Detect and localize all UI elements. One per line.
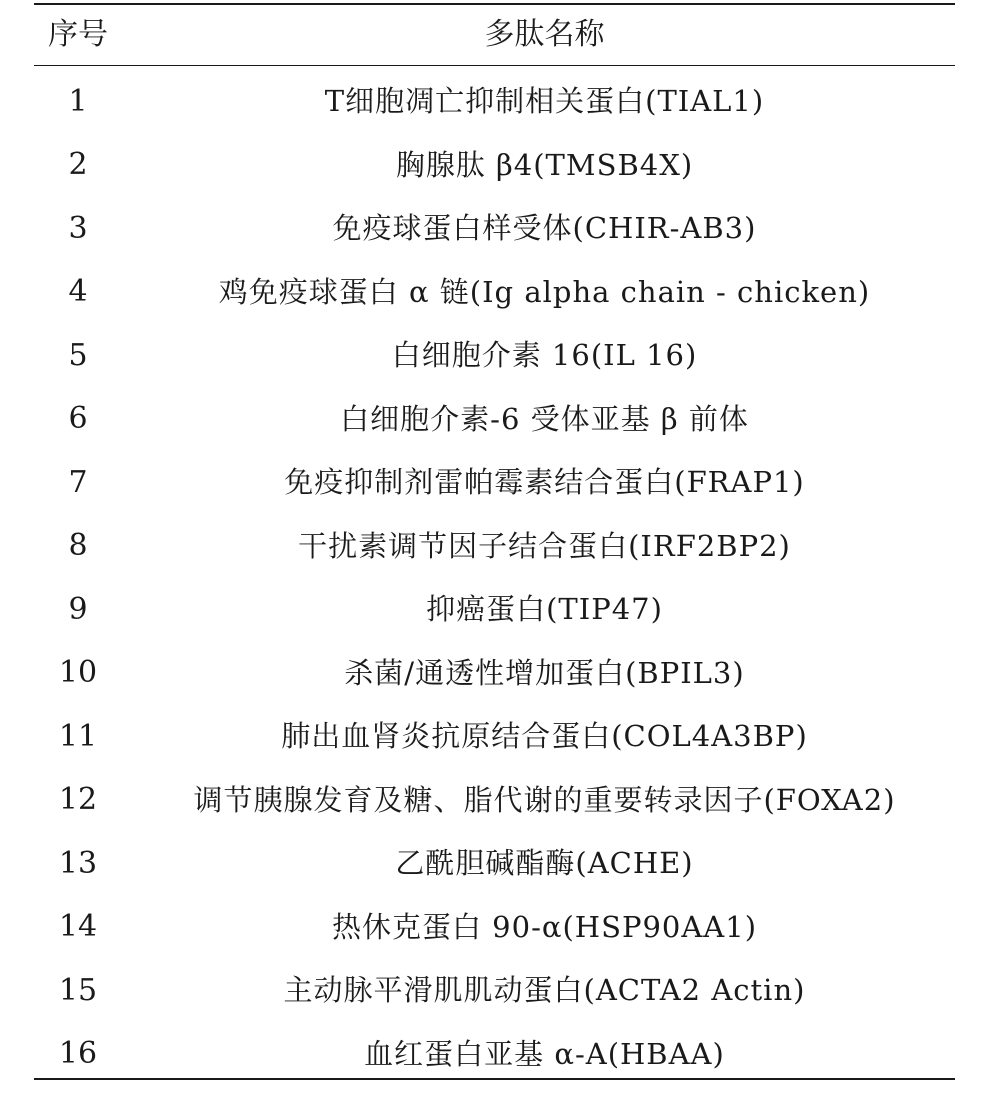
row-serial-number: 7 <box>68 464 88 500</box>
row-peptide-name: 热休克蛋白 90-α(HSP90AA1) <box>331 909 758 944</box>
row-peptide-name: 胸腺肽 β4(TMSB4X) <box>395 147 694 182</box>
row-serial-number: 8 <box>68 528 88 564</box>
header-peptide-name: 多肽名称 <box>484 17 605 52</box>
table-row <box>34 896 955 960</box>
row-serial-number: 14 <box>58 909 98 945</box>
table-row <box>34 197 955 261</box>
row-serial-number: 5 <box>68 337 88 373</box>
row-peptide-name: T细胞凋亡抑制相关蛋白(TIAL1) <box>324 84 765 119</box>
row-serial-number: 9 <box>68 591 88 627</box>
row-peptide-name: 干扰素调节因子结合蛋白(IRF2BP2) <box>298 528 791 563</box>
row-peptide-name: 白细胞介素-6 受体亚基 β 前体 <box>340 401 749 436</box>
row-serial-number: 10 <box>58 655 98 691</box>
table-row <box>34 261 955 325</box>
table-row <box>34 642 955 706</box>
row-peptide-name: 血红蛋白亚基 α-A(HBAA) <box>364 1036 725 1071</box>
row-serial-number: 11 <box>58 718 98 754</box>
row-serial-number: 6 <box>68 401 88 437</box>
row-peptide-name: 免疫抑制剂雷帕霉素结合蛋白(FRAP1) <box>284 465 805 500</box>
table-row <box>34 769 955 833</box>
table-row <box>34 70 955 134</box>
row-peptide-name: 肺出血肾炎抗原结合蛋白(COL4A3BP) <box>281 719 808 754</box>
table-header-rule <box>34 65 955 66</box>
table-row <box>34 705 955 769</box>
row-serial-number: 16 <box>58 1036 98 1072</box>
row-peptide-name: 白细胞介素 16(IL 16) <box>391 338 698 373</box>
row-serial-number: 2 <box>68 147 88 183</box>
table-row <box>34 388 955 452</box>
header-serial-number: 序号 <box>48 17 108 52</box>
table-row <box>34 578 955 642</box>
row-peptide-name: 杀菌/通透性增加蛋白(BPIL3) <box>344 655 745 690</box>
table-row <box>34 515 955 579</box>
table-row <box>34 324 955 388</box>
table-row <box>34 1023 955 1087</box>
row-peptide-name: 主动脉平滑肌肌动蛋白(ACTA2 Actin) <box>283 973 806 1008</box>
row-peptide-name: 免疫球蛋白样受体(CHIR-AB3) <box>332 211 757 246</box>
row-serial-number: 13 <box>58 845 98 881</box>
row-serial-number: 1 <box>68 83 88 119</box>
row-serial-number: 12 <box>58 782 98 818</box>
table-row <box>34 832 955 896</box>
table-row <box>34 134 955 198</box>
row-serial-number: 15 <box>58 972 98 1008</box>
table-row <box>34 451 955 515</box>
row-serial-number: 4 <box>68 274 88 310</box>
table-body <box>34 70 955 1086</box>
table-bottom-rule <box>34 1078 955 1080</box>
row-serial-number: 3 <box>68 210 88 246</box>
row-peptide-name: 抑癌蛋白(TIP47) <box>426 592 663 627</box>
row-peptide-name: 鸡免疫球蛋白 α 链(Ig alpha chain - chicken) <box>218 274 871 309</box>
row-peptide-name: 调节胰腺发育及糖、脂代谢的重要转录因子(FOXA2) <box>193 782 896 817</box>
table-header-row <box>34 5 955 65</box>
row-peptide-name: 乙酰胆碱酯酶(ACHE) <box>395 846 694 881</box>
table-row <box>34 959 955 1023</box>
